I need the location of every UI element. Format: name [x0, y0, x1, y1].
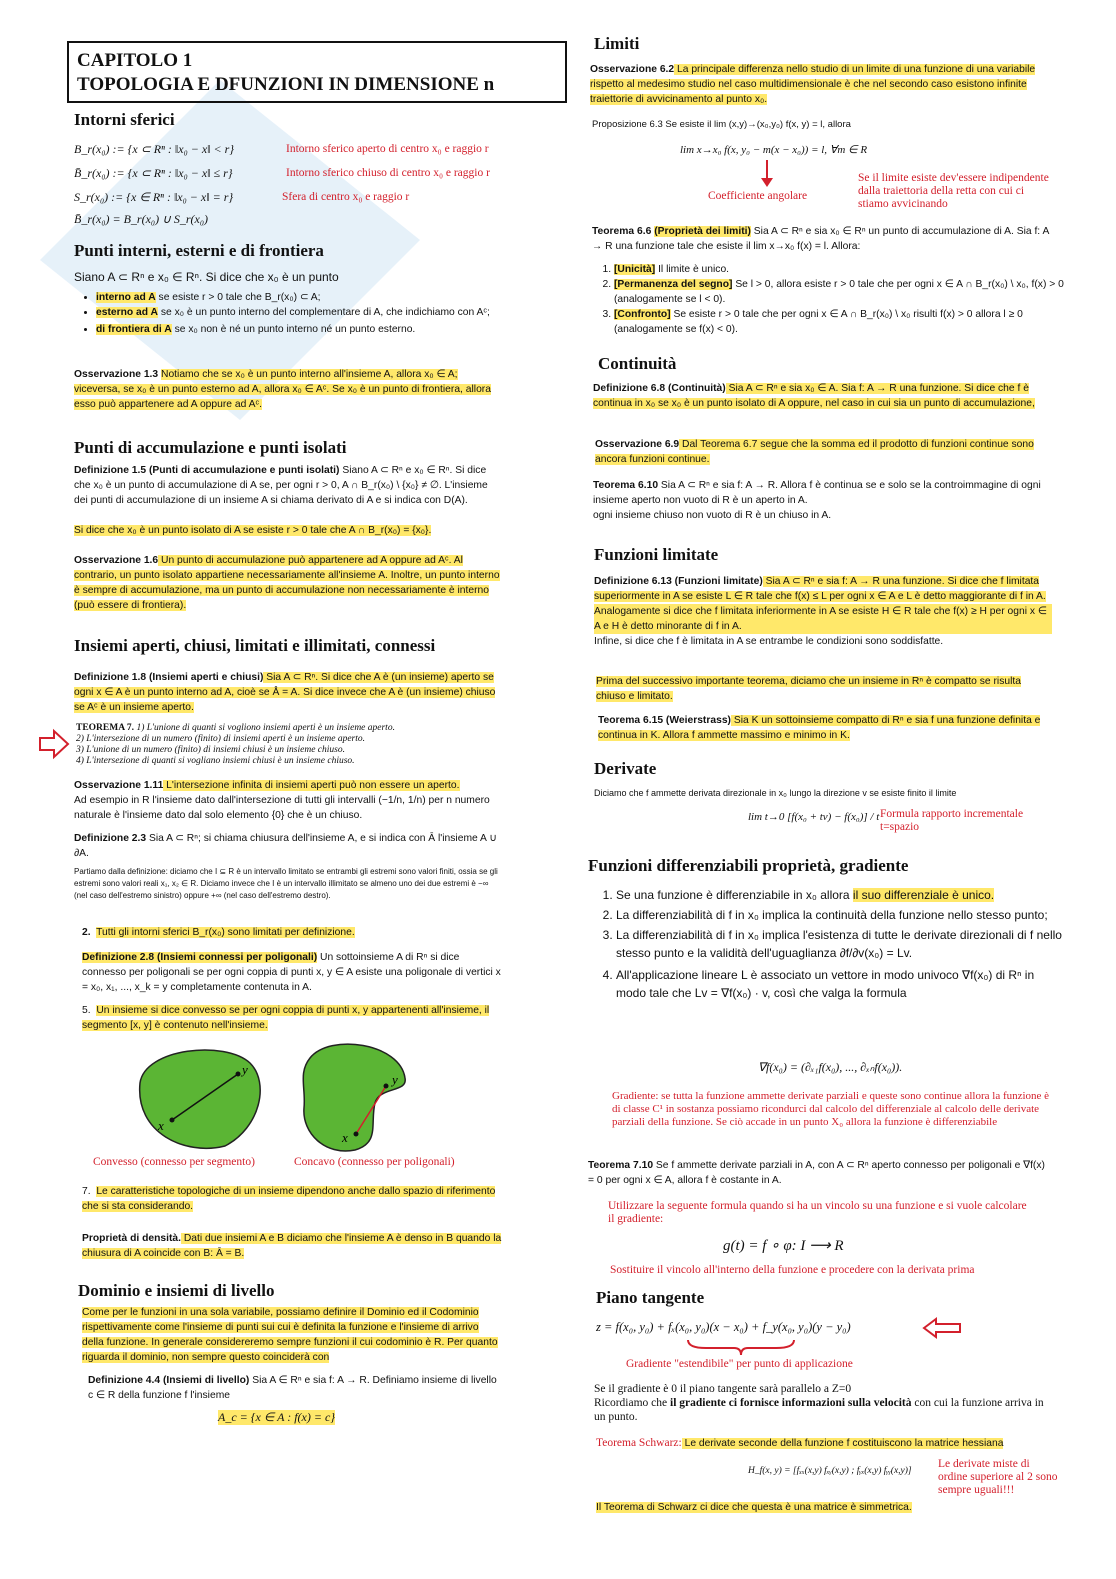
formula-limite-retta: lim x→x₀ f(x, y₀ − m(x − x₀)) = l, ∀m ∈ R	[680, 144, 868, 156]
definizione-1-5: Definizione 1.5 (Punti di accumulazione e punti isolati) Siano A ⊂ Rⁿ e x₀ ∈ Rⁿ. Si dice che x₀ è un punto di accumulazione di A se, per ogni r > 0, A ∩ B_r(x₀) \ {x₀} ≠ ∅. L'insieme dei punti di accumulazione di un insieme A si chiama derivato di A e si indica con D(A).	[74, 465, 488, 506]
teorema-weierstrass: Teorema 6.15 (Weierstrass) Sia K un sottoinsieme compatto di Rⁿ e sia f una funzione definita e continua in K. Allora f ammette massimo e minimo in K.	[598, 715, 1041, 741]
formula-sphere: S_r(x₀) := {x ∈ Rⁿ : ‖x₀ − x‖ = r}	[74, 190, 234, 204]
list-item: 2. La differenziabilità di f in x₀ implica la continuità della funzione nello stesso punto;	[616, 906, 1062, 924]
heading-piano-tangente: Piano tangente	[596, 1288, 705, 1307]
arrow-right-icon	[38, 728, 70, 760]
intervalli-limitati: Partiamo dalla definizione: diciamo che I ⊆ R è un intervallo limitato se entrambi gli estremi sono valori finiti, ossia se gli estremi sono valori reali x₁, x₂ ∈ R. Diciamo invece che I è un intervallo illimitato se almeno uno dei due estremi è −∞ (nel caso dell'estremo sinistro) oppure +∞ (nel caso dell'estremo destro).	[74, 867, 498, 900]
teorema-7: TEOREMA 7. 1) L'unione di quanti si vogliono insiemi aperti è un insieme aperto. 2) L'intersezione di un numero (finito) di insiemi aperti è un insieme aperto. 3) L'unione di un numero (finito) di insiemi chiusi è un insieme chiuso. 4) L'intersezione di quanti si vogliano insiemi chiusi è un insieme chiuso.	[76, 723, 395, 766]
heading-differenziabili: Funzioni differenziabili proprietà, gradiente	[588, 856, 909, 875]
proprieta-limiti-list	[592, 262, 1074, 337]
svg-text:y: y	[392, 1072, 398, 1087]
note-gradiente: Gradiente: se tutta la funzione ammette derivate parziali e queste sono continue allora la funzione è di classe C¹ in sostanza possiamo ricondurci dal calcolo del differenziale al calcolo delle derivate parziali della funzione. Se ciò accade in un punto X₀ allora la funzione è differenziabile	[612, 1090, 1050, 1128]
caption-convesso: Convesso (connesso per segmento)	[93, 1156, 255, 1168]
teorema-7-10: Teorema 7.10 Se f ammette derivate parziali in A, con A ⊂ Rⁿ aperto connesso per poligonali e ∇f(x) = 0 per ogni x ∈ A, allora f è costante in A.	[588, 1160, 1045, 1186]
list-item: 1. [Unicità] Il limite è unico.	[614, 262, 1074, 277]
note-sostituire-vincolo: Sostituire il vincolo all'interno della funzione e procedere con la derivata prima	[610, 1264, 975, 1276]
punti-list	[74, 290, 524, 337]
formula-hessiana: H_f(x, y) = [fₓₓ(x,y) fₓᵧ(x,y) ; fᵧₓ(x,y) fᵧᵧ(x,y)]	[748, 1466, 912, 1476]
note-sphere: Sfera di centro x₀ e raggio r	[282, 191, 410, 203]
formula-rapporto-incrementale: lim t→0 [f(x₀ + tv) − f(x₀)] / t	[748, 811, 880, 823]
chapter-title-line2: TOPOLOGIA E DFUNZIONI IN DIMENSIONE n	[77, 74, 495, 95]
definizione-punto-isolato: Si dice che x₀ è un punto isolato di A se esiste r > 0 tale che A ∩ B_r(x₀) = {x₀}.	[74, 525, 432, 536]
piano-tangente-text: Se il gradiente è 0 il piano tangente sarà parallelo a Z=0 Ricordiamo che il gradiente ci fornisce informazioni sulla velocità con cui la funzione arriva in un punto.	[594, 1383, 1044, 1423]
note-rapporto-incrementale: Formula rapporto incrementale t=spazio	[880, 808, 1024, 833]
formula-composizione: g(t) = f ∘ φ: I ⟶ R	[723, 1238, 844, 1254]
osservazione-6-2: Osservazione 6.2 La principale differenza nello studio di un limite di una funzione di una variabile rispetto al medesimo studio nel caso multidimensionale è che nel secondo caso esistono infinite traiettorie di avvicinamento al punto x₀.	[590, 64, 1036, 105]
note-coefficiente-angolare: Coefficiente angolare	[708, 190, 808, 202]
formula-open-ball: B_r(x₀) := {x ⊂ Rⁿ : ‖x₀ − x‖ < r}	[74, 142, 235, 156]
definizione-1-8: Definizione 1.8 (Insiemi aperti e chiusi) Sia A ⊂ Rⁿ. Si dice che A è (un insieme) aperto se ogni x ∈ A è un punto interno ad A, cioè se Å = A. Si dice invece che A è (un insieme) chiuso se Aᶜ è un insieme aperto.	[74, 672, 496, 713]
brace-icon	[686, 1338, 796, 1356]
list-item: 2. [Permanenza del segno] Se l > 0, allora esiste r > 0 tale che per ogni x ∈ A ∩ B_r(x₀) \ x₀, f(x) > 0 (analogamente se l < 0).	[614, 277, 1074, 307]
note-closed-ball: Intorno sferico chiuso di centro x₀ e raggio r	[286, 167, 490, 179]
heading-punti: Punti interni, esterni e di frontiera	[74, 241, 324, 260]
schwarz-simmetrica: Il Teorema di Schwarz ci dice che questa è una matrice è simmetrica.	[596, 1502, 912, 1513]
heading-limiti: Limiti	[594, 34, 640, 53]
list-item: 3. [Confronto] Se esiste r > 0 tale che per ogni x ∈ A ∩ B_r(x₀) \ x₀ risulti f(x) > 0 allora l ≥ 0 (analogamente se f(x) < 0).	[614, 307, 1074, 337]
note-vincolo: Utilizzare la seguente formula quando si ha un vincolo su una funzione e si vuole calcolare il gradiente:	[608, 1200, 1027, 1225]
formula-union: B̄_r(x₀) = B_r(x₀) ∪ S_r(x₀)	[74, 212, 209, 226]
list-item: 4. All'applicazione lineare L è associato un vettore in modo univoco ∇f(x₀) di Rⁿ in modo tale che Lv = ∇f(x₀) · v, così che valga la formula	[616, 966, 1062, 1002]
osservazione-1-3: Osservazione 1.3 Notiamo che se x₀ è un punto interno all'insieme A, allora x₀ ∈ A; viceversa, se x₀ è un punto esterno ad A, allora x₀ ∈ Aᶜ. Se x₀ è un punto di frontiera, allora esso può appartenere ad A oppure ad Aᶜ.	[74, 369, 491, 410]
definizione-2-8: Definizione 2.8 (Insiemi connessi per poligonali) Un sottoinsieme A di Rⁿ si dice connesso per poligonali se per ogni coppia di punti x, y ∈ A esiste una poligonale di vertici x = x₀, x₁, ..., x_k = y completamente contenuta in A.	[82, 952, 501, 993]
chapter-title-line1: CAPITOLO 1	[77, 50, 193, 71]
convex-shape	[140, 1050, 261, 1148]
item-7-topologia: 7. Le caratteristiche topologiche di un insieme dipendono anche dallo spazio di riferimento che si sta considerando.	[82, 1186, 496, 1212]
compatto-intro: Prima del successivo importante teorema, diciamo che un insieme in Rⁿ è compatto se risulta chiuso e limitato.	[596, 676, 1021, 702]
osservazione-1-6: Osservazione 1.6 Un punto di accumulazione può appartenere ad A oppure ad Aᶜ. Al contrario, un punto isolato appartiene necessariamente all'insieme A. Inoltre, un punto interno è sempre di accumulazione, ma un punto di accumulazione non necessariamente è interno (può essere di frontiera).	[74, 555, 500, 611]
list-item: 3. La differenziabilità di f in x₀ implica l'esistenza di tutte le derivate direzionali di f nello stesso punto e la validità dell'uguaglianza ∂f/∂v(x₀) = Lv.	[616, 926, 1062, 962]
heading-insiemi: Insiemi aperti, chiusi, limitati e illimitati, connessi	[74, 636, 436, 655]
item-2-intorni-limitati: 2. Tutti gli intorni sferici B_r(x₀) sono limitati per definizione.	[82, 927, 355, 938]
list-item: • interno ad A se esiste r > 0 tale che B_r(x₀) ⊂ A;	[96, 290, 524, 305]
formula-closed-ball: B̄_r(x₀) := {x ⊂ Rⁿ : ‖x₀ − x‖ ≤ r}	[74, 166, 233, 180]
note-gradiente-estendibile: Gradiente "estendibile" per punto di applicazione	[626, 1358, 853, 1370]
arrow-down-icon	[760, 160, 774, 188]
heading-accumulazione: Punti di accumulazione e punti isolati	[74, 438, 347, 457]
definizione-6-13: Definizione 6.13 (Funzioni limitate) Sia A ⊂ Rⁿ e sia f: A → R una funzione. Si dice che f limitata superiormente in A se esiste L ∈ R tale che f(x) ≤ L per ogni x ∈ A e L è detto maggiorante di f in A. Analogamente si dice che f limitata inferiormente in A se esiste H ∈ R tale che f(x) ≥ H per ogni x ∈ A e H è detto minorante di f in A. Infine, si dice che f è limitata in A se entrambe le condizioni sono soddisfatte.	[594, 574, 1052, 649]
differenziabili-list	[594, 886, 1062, 1002]
heading-derivate: Derivate	[594, 759, 657, 778]
proposizione-6-3: Proposizione 6.3 Se esiste il lim (x,y)→(x₀,y₀) f(x, y) = l, allora	[592, 119, 851, 130]
definizione-4-4: Definizione 4.4 (Insiemi di livello) Sia A ∈ Rⁿ e sia f: A → R. Definiamo insieme di livello c ∈ R della funzione f l'insieme	[88, 1375, 497, 1401]
item-5-convesso: 5. Un insieme si dice convesso se per ogni coppia di punti x, y appartenenti all'insieme, il segmento [x, y] è contenuto nell'insieme.	[82, 1005, 490, 1031]
list-item: • di frontiera di A se x₀ non è né un punto interno né un punto esterno.	[96, 322, 524, 337]
heading-funzioni-limitate: Funzioni limitate	[594, 545, 719, 564]
note-indipendente: Se il limite esiste dev'essere indipendente dalla traiettoria della retta con cui ci stiamo avvicinando	[858, 172, 1049, 210]
caption-concavo: Concavo (connesso per poligonali)	[294, 1156, 455, 1168]
svg-text:y: y	[242, 1062, 248, 1077]
formula-insieme-livello: A_c = {x ∈ A : f(x) = c}	[218, 1410, 336, 1424]
dominio-text: Come per le funzioni in una sola variabile, possiamo definire il Dominio ed il Codominio rispettivamente come l'insieme di punti sui cui è definita la funzione e l'insieme di arrivo della funzione. In generale considereremo sempre funzioni il cui codominio è R. Per quanto riguarda il dominio, non sempre questo coinciderà con	[82, 1307, 498, 1363]
osservazione-1-11: Osservazione 1.11 L'intersezione infinita di insiemi aperti può non essere un aperto. Ad esempio in R l'insieme dato dall'intersezione di tutti gli intervalli (−1/n, 1/n) per n numero naturale è l'insieme dato dal solo elemento {0} che è un chiuso.	[74, 780, 490, 821]
svg-text:x: x	[342, 1130, 348, 1145]
punti-intro: Siano A ⊂ Rⁿ e x₀ ∈ Rⁿ. Si dice che x₀ è un punto	[74, 270, 339, 284]
formula-piano-tangente: z = f(x₀, y₀) + fₓ(x₀, y₀)(x − x₀) + f_y(x₀, y₀)(y − y₀)	[596, 1320, 851, 1334]
heading-dominio: Dominio e insiemi di livello	[78, 1281, 275, 1300]
derivata-direzionale: Diciamo che f ammette derivata direzionale in x₀ lungo la direzione v se esiste finito il limite	[594, 788, 957, 798]
heading-intorni: Intorni sferici	[74, 110, 175, 129]
teorema-6-6: Teorema 6.6 (Proprietà dei limiti) Sia A ⊂ Rⁿ e sia x₀ ∈ Rⁿ un punto di accumulazione di A. Sia f: A → R una funzione tale che esiste il lim x→x₀ f(x) = l. Allora:	[592, 226, 1049, 252]
convex-concave-diagram	[130, 1038, 490, 1158]
formula-gradiente: ∇f(x₀) = (∂ₓ₁f(x₀), ..., ∂ₓₙf(x₀)).	[758, 1060, 903, 1074]
note-open-ball: Intorno sferico aperto di centro x₀ e raggio r	[286, 143, 489, 155]
svg-text:x: x	[158, 1118, 164, 1133]
arrow-left-icon	[922, 1317, 962, 1339]
concave-shape	[303, 1044, 405, 1151]
definizione-6-8: Definizione 6.8 (Continuità) Sia A ⊂ Rⁿ e sia x₀ ∈ A. Sia f: A → R una funzione. Si dice che f è continua in x₀ se x₀ è un punto isolato di A oppure, nel caso in cui sia un punto di accumulazione,	[593, 383, 1035, 409]
teorema-6-10: Teorema 6.10 Sia A ⊂ Rⁿ e sia f: A → R. Allora f è continua se e solo se la controimmagine di ogni insieme aperto non vuoto di R è un aperto in A. ogni insieme chiuso non vuoto di R è un chiuso in A.	[593, 480, 1041, 521]
list-item: • esterno ad A se x₀ è un punto interno del complementare di A, che indichiamo con Aᶜ;	[96, 305, 524, 320]
note-derivate-miste: Le derivate miste di ordine superiore al 2 sono sempre uguali!!!	[938, 1458, 1058, 1496]
heading-continuita: Continuità	[598, 354, 677, 373]
osservazione-6-9: Osservazione 6.9 Dal Teorema 6.7 segue che la somma ed il prodotto di funzioni continue sono ancora funzioni continue.	[595, 439, 1034, 465]
definizione-2-3: Definizione 2.3 Sia A ⊂ Rⁿ; si chiama chiusura dell'insieme A, e si indica con Ā l'insieme A ∪ ∂A.	[74, 833, 497, 859]
list-item: 1. Se una funzione è differenziabile in x₀ allora il suo differenziale è unico.	[616, 886, 1062, 904]
teorema-schwarz: Teorema Schwarz: Le derivate seconde della funzione f costituiscono la matrice hessiana	[596, 1437, 1004, 1449]
chapter-title	[67, 41, 567, 103]
proprieta-densita: Proprietà di densità. Dati due insiemi A e B diciamo che l'insieme A è denso in B quando la chiusura di A coincide con B: Ā = B.	[82, 1233, 502, 1259]
